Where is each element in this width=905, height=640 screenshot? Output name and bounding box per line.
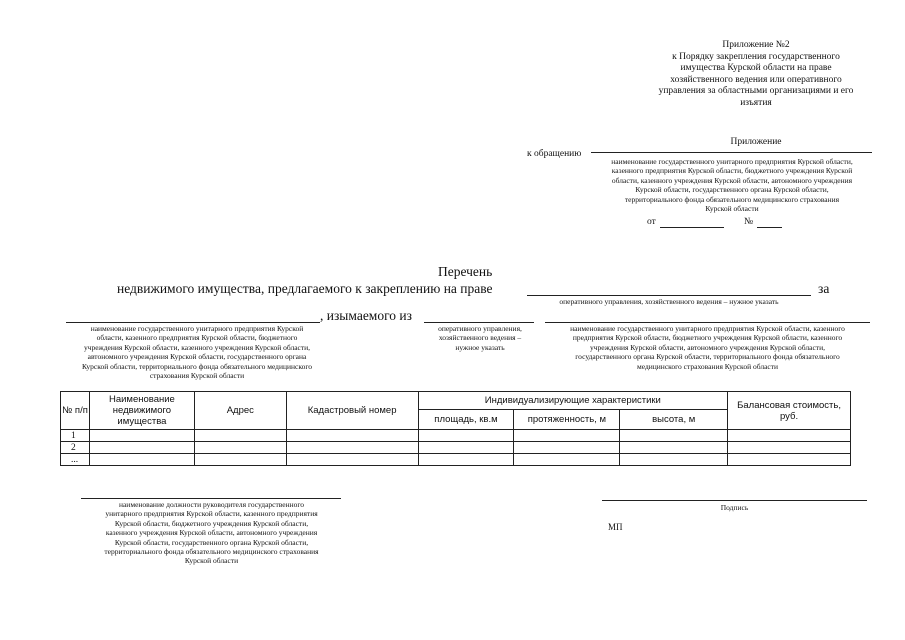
- date-label: от: [647, 217, 656, 227]
- to-org-field[interactable]: [545, 322, 870, 323]
- cell-input[interactable]: [286, 430, 418, 442]
- cell-input[interactable]: [728, 430, 851, 442]
- table-row: [61, 454, 851, 466]
- withdrawn-right-field[interactable]: [424, 322, 534, 323]
- col-header-cadastral: Кадастровый номер: [286, 392, 418, 430]
- cell-input[interactable]: [418, 442, 514, 454]
- number-field[interactable]: [757, 227, 782, 228]
- to-org-caption: наименование государственного унитарного предприятия Курской области, казенного предприятия Курской области, бюджетного учреждения Курской области, казенного учреждения Курской области, автономного учреждения Курской области, государственного органа Курской области, территориального фонда обязательного медицинского страхования Курской области: [570, 324, 845, 371]
- page-title: Перечень: [438, 264, 493, 279]
- appendix-2-line: к Порядку закрепления государственного: [672, 51, 840, 62]
- for-label: за: [818, 281, 830, 296]
- cell-input[interactable]: [418, 430, 514, 442]
- table-row: [61, 430, 851, 442]
- appeal-org-caption: наименование государственного унитарного предприятия Курской области, казенного предприятия Курской области, бюджетного учреждения Курской области, казенного учреждения Курской области, автономного учреждения Курской области, государственного органа Курской области, территориального фонда обязательного медицинского страхования Курской области: [611, 157, 853, 214]
- cell-input[interactable]: [194, 454, 286, 466]
- withdrawn-label: , изымаемого из: [320, 308, 412, 323]
- cell-input[interactable]: [514, 442, 620, 454]
- heading-line-1: недвижимого имущества, предлагаемого к закреплению на праве: [117, 281, 493, 296]
- cell-input[interactable]: [89, 430, 194, 442]
- appendix-2-line: управления за областными организациями и его: [658, 86, 854, 96]
- appendix-2-block: [640, 40, 872, 109]
- cell-input[interactable]: [728, 442, 851, 454]
- cell-input[interactable]: [194, 442, 286, 454]
- cell-input[interactable]: [286, 442, 418, 454]
- cell-input[interactable]: [728, 454, 851, 466]
- row-number: 2: [61, 442, 90, 454]
- number-label: №: [744, 217, 754, 227]
- position-field[interactable]: [81, 498, 341, 499]
- from-org-field[interactable]: [66, 322, 320, 323]
- col-header-length: протяженность, м: [514, 410, 620, 430]
- row-number: ...: [61, 454, 90, 466]
- appendix-2-line: Приложение №2: [722, 40, 790, 50]
- property-table: [60, 391, 851, 466]
- appeal-org-field[interactable]: [591, 152, 872, 153]
- appendix-2-line: хозяйственного ведения или оперативного: [670, 74, 842, 85]
- col-header-individual: Индивидуализирующие характеристики: [418, 392, 728, 410]
- col-header-num: № п/п: [61, 392, 90, 430]
- stamp-label: МП: [608, 522, 623, 532]
- right-type-caption: оперативного управления, хозяйственного ведения – нужное указать: [559, 297, 779, 306]
- appendix-2-line: изъятия: [740, 97, 772, 108]
- withdrawn-right-caption: оперативного управления, хозяйственного ведения – нужное указать: [438, 324, 522, 352]
- cell-input[interactable]: [620, 430, 728, 442]
- cell-input[interactable]: [194, 430, 286, 442]
- position-caption: наименование должности руководителя государственного унитарного предприятия Курской области, казенного предприятия Курской области, бюджетного учреждения Курской области, казенного учреждения Курской области, автономного учреждения Курской области, государственного органа Курской области, территориального фонда обязательного медицинского страхования Курской области: [104, 500, 319, 566]
- row-number: 1: [61, 430, 90, 442]
- date-field[interactable]: [660, 227, 724, 228]
- cell-input[interactable]: [418, 454, 514, 466]
- cell-input[interactable]: [286, 454, 418, 466]
- col-header-balance: Балансовая стоимость, руб.: [728, 392, 851, 430]
- signature-label: Подпись: [720, 503, 749, 512]
- right-type-field[interactable]: [527, 295, 811, 296]
- col-header-address: Адрес: [194, 392, 286, 430]
- signature-field[interactable]: [602, 500, 867, 501]
- appendix-2-line: имущества Курской области на праве: [680, 63, 832, 73]
- cell-input[interactable]: [620, 454, 728, 466]
- table-row: [61, 442, 851, 454]
- cell-input[interactable]: [514, 430, 620, 442]
- col-header-area: площадь, кв.м: [418, 410, 514, 430]
- appendix-title: Приложение: [730, 137, 782, 147]
- cell-input[interactable]: [89, 454, 194, 466]
- cell-input[interactable]: [89, 442, 194, 454]
- cell-input[interactable]: [514, 454, 620, 466]
- col-header-height: высота, м: [620, 410, 728, 430]
- cell-input[interactable]: [620, 442, 728, 454]
- col-header-name: Наименование недвижимого имущества: [89, 392, 194, 430]
- to-appeal-label: к обращению: [527, 149, 582, 159]
- from-org-caption: наименование государственного унитарного предприятия Курской области, казенного предприятия Курской области, бюджетного учреждения Курской области, казенного учреждения Курской области, автономного учреждения Курской области, государственного органа Курской области, территориального фонда обязательного медицинского страхования Курской области: [81, 324, 313, 381]
